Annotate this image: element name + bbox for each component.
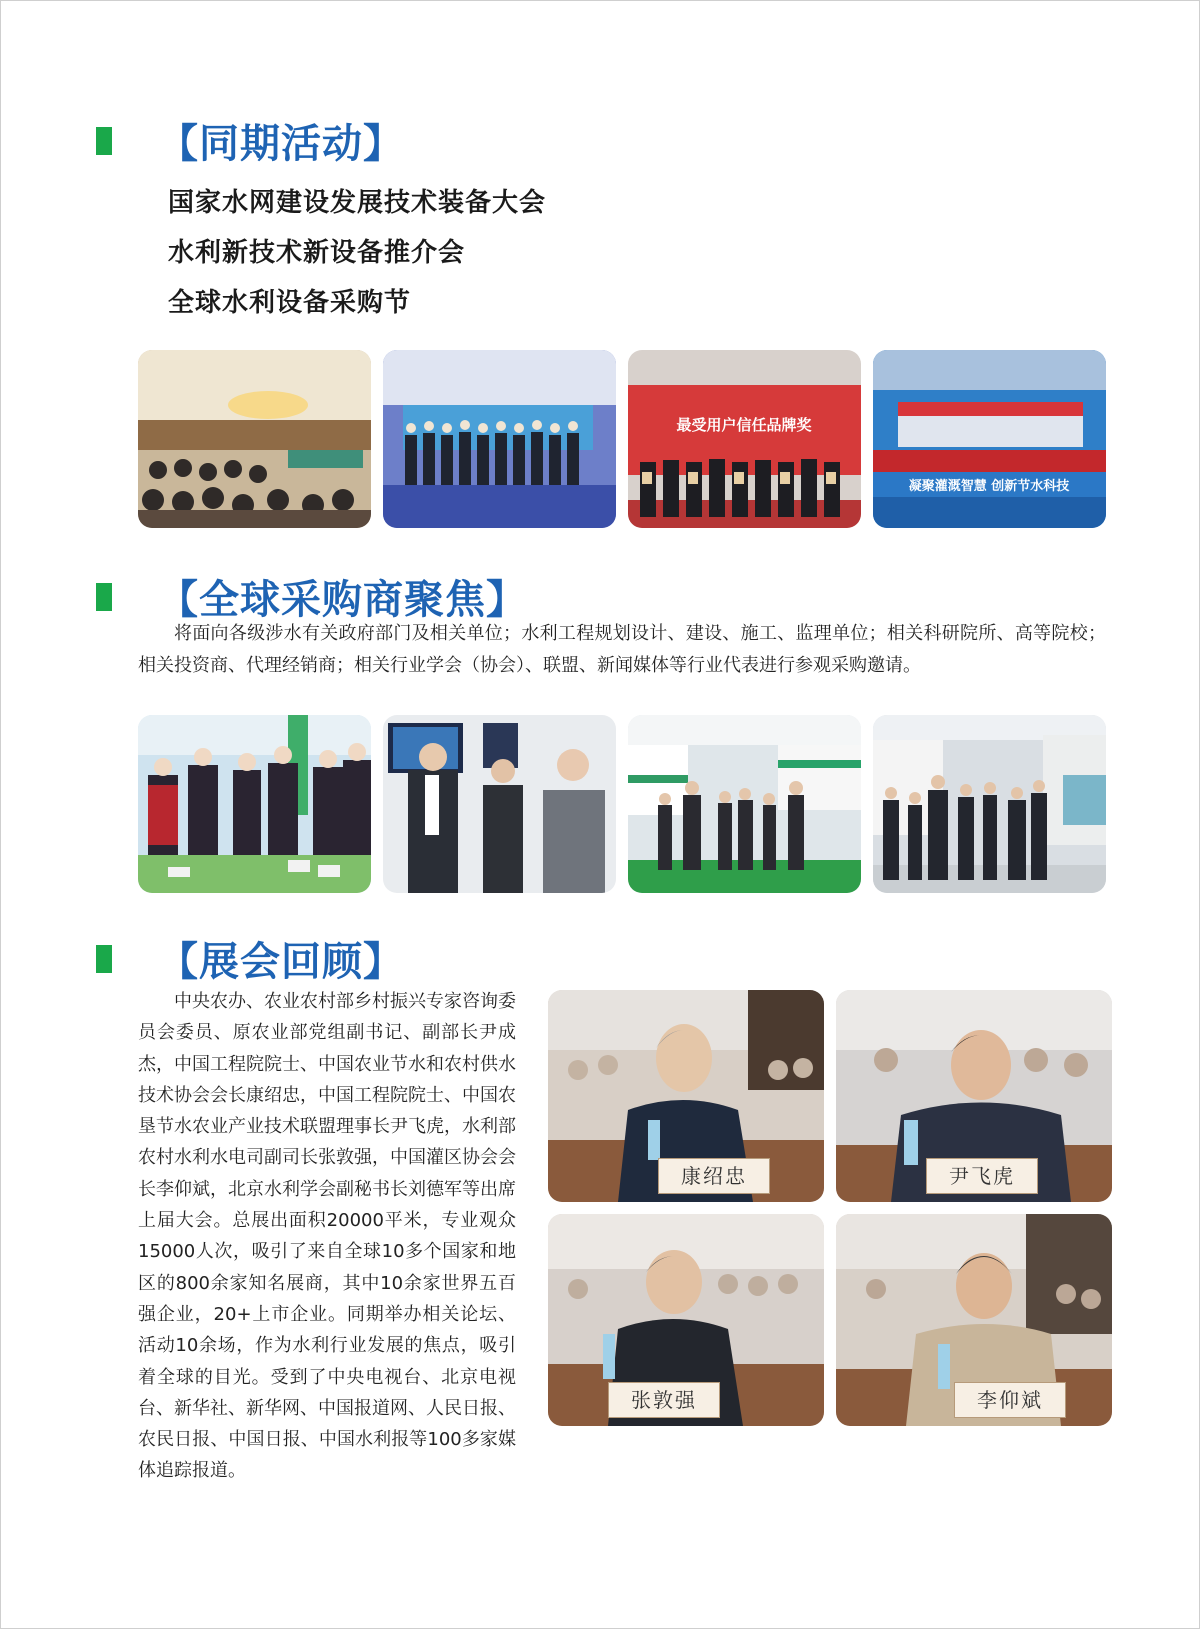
award-banner-text: 最受用户信任品牌奖 <box>676 416 812 434</box>
nameplate-1: 康绍忠 <box>658 1158 770 1194</box>
buyers-description: 将面向各级涉水有关政府部门及相关单位；水利工程规划设计、建设、施工、监理单位；相关科研院所、高等院校；相关投资商、代理经销商；相关行业学会（协会）、联盟、新闻媒体等行业代表进行参观采购邀请。 <box>138 623 1106 676</box>
photo-booth-visit <box>383 715 616 893</box>
activity-photo-row <box>138 350 1106 528</box>
signing-banner-text: 凝聚灌溉智慧 创新节水科技 <box>908 479 1070 494</box>
section-title-buyers: 【全球采购商聚焦】 <box>158 577 527 623</box>
section-title-activities: 【同期活动】 <box>158 121 404 167</box>
photo-exhibition-hall <box>628 715 861 893</box>
green-square-icon <box>96 945 112 973</box>
buyers-photo-row <box>138 715 1106 893</box>
photo-model-visit <box>138 715 371 893</box>
review-description: 中央农办、农业农村部乡村振兴专家咨询委员会委员、原农业部党组副书记、副部长尹成杰，中国工程院院士、中国农业节水和农村供水技术协会会长康绍忠，中国工程院院士、中国农垦节水农业产业技术联盟理事长尹飞虎，水利部农村水利水电司副司长张敦强，中国灌区协会会长李仰斌，北京水利学会副秘书长刘德军等出席上届大会。总展出面积20000平米，专业观众15000人次，吸引了来自全球10多个国家和地区的800余家知名展商，其中10余家世界五百强企业，20+上市企业。同期举办相关论坛、活动10余场，作为水利行业发展的焦点，吸引着全球的目光。受到了中央电视台、北京电视台、新华社、新华网、中国报道网、人民日报、农民日报、中国日报、中国水利报等100多家媒体追踪报道。 <box>138 991 516 1482</box>
section-header-review <box>96 930 404 987</box>
photo-signing-ceremony <box>873 350 1106 528</box>
portrait-photo-3 <box>548 1214 824 1426</box>
activity-item-3: 全球水利设备采购节 <box>168 288 412 318</box>
section-title-review: 【展会回顾】 <box>158 939 404 985</box>
green-square-icon <box>96 127 112 155</box>
nameplate-4: 李仰斌 <box>954 1382 1066 1418</box>
green-square-icon <box>96 583 112 611</box>
photo-award-ceremony <box>628 350 861 528</box>
nameplate-3: 张敦强 <box>608 1382 720 1418</box>
portrait-photo-4 <box>836 1214 1112 1426</box>
section-header-activities <box>96 112 404 169</box>
activity-item-1: 国家水网建设发展技术装备大会 <box>168 188 547 218</box>
photo-stage-group <box>383 350 616 528</box>
section-header-buyers <box>96 568 527 625</box>
portrait-grid <box>548 990 1112 1426</box>
activity-item-2: 水利新技术新设备推介会 <box>168 238 466 268</box>
activity-list <box>168 178 546 328</box>
portrait-photo-1 <box>548 990 824 1202</box>
photo-exhibition-aisle <box>873 715 1106 893</box>
nameplate-2: 尹飞虎 <box>926 1158 1038 1194</box>
photo-conference-hall <box>138 350 371 528</box>
portrait-photo-2 <box>836 990 1112 1202</box>
